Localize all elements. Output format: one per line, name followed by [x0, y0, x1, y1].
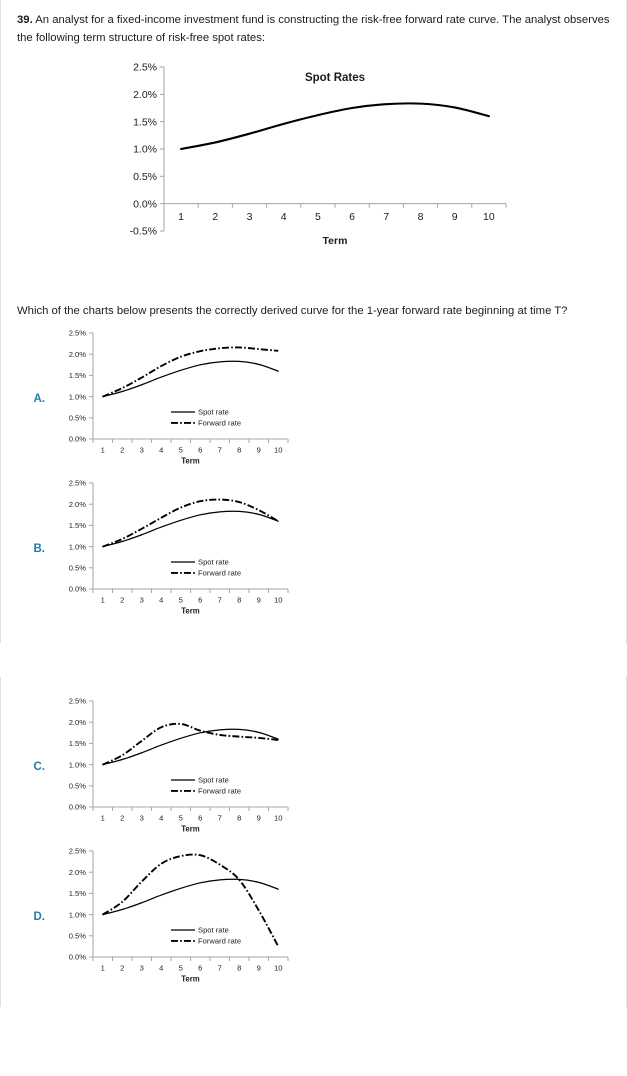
x-axis-tick-label: 4 [159, 963, 164, 973]
legend-forward-label: Forward rate [198, 418, 242, 428]
x-axis-tick-label: 9 [256, 595, 261, 605]
spot-rate-curve [103, 361, 279, 396]
legend-forward-label: Forward rate [198, 568, 242, 578]
x-axis-tick-label: 6 [198, 963, 203, 973]
x-axis-tick-label: 6 [198, 813, 203, 823]
y-axis-tick-label: 0.0% [68, 952, 86, 962]
x-axis-tick-label: 8 [237, 813, 242, 823]
x-axis-tick-label: 8 [237, 595, 242, 605]
y-axis-tick-label: 0.0% [68, 584, 86, 594]
option-a-svg [51, 325, 296, 473]
y-axis-tick-label: 2.0% [68, 717, 86, 727]
x-axis-tick-label: 7 [217, 963, 222, 973]
x-axis-tick-label: 7 [217, 445, 222, 455]
x-axis-tick-label: 9 [451, 211, 458, 224]
y-axis-tick-label: 1.0% [68, 541, 86, 551]
x-axis-tick-label: 2 [120, 963, 125, 973]
option-b-svg [51, 475, 296, 623]
x-axis-tick-label: 7 [382, 211, 389, 224]
x-axis-tick-label: 5 [178, 813, 183, 823]
y-axis-tick-label: 2.0% [132, 89, 157, 102]
x-axis-tick-label: 10 [274, 595, 283, 605]
legend-spot-label: Spot rate [198, 775, 229, 785]
x-axis-tick-label: 6 [198, 445, 203, 455]
y-axis-tick-label: 0.5% [132, 171, 157, 184]
chart-title: Spot Rates [304, 72, 365, 84]
y-axis-tick-label: 0.5% [68, 930, 86, 940]
y-axis-tick-label: 1.5% [68, 370, 86, 380]
x-axis-tick-label: 4 [159, 595, 164, 605]
y-axis-tick-label: 2.0% [68, 349, 86, 359]
x-axis-tick-label: 4 [159, 445, 164, 455]
x-axis-title: Term [181, 824, 200, 834]
y-axis-tick-label: 2.5% [68, 328, 86, 338]
page-break-gap [0, 643, 627, 677]
option-row-d[interactable] [17, 843, 610, 991]
option-letter-c: C. [33, 760, 45, 773]
spot-rates-main-svg [114, 57, 514, 289]
x-axis-tick-label: 5 [178, 963, 183, 973]
x-axis-tick-label: 5 [178, 445, 183, 455]
x-axis-tick-label: 3 [139, 813, 144, 823]
x-axis-tick-label: 2 [211, 211, 218, 224]
x-axis-tick-label: 7 [217, 595, 222, 605]
option-c-svg [51, 693, 296, 841]
option-c-chart [51, 693, 296, 841]
spot-rate-curve [181, 103, 489, 149]
y-axis-tick-label: 1.5% [132, 116, 157, 129]
y-axis-tick-label: 2.5% [132, 61, 157, 74]
x-axis-tick-label: 10 [482, 211, 495, 224]
x-axis-tick-label: 9 [256, 963, 261, 973]
y-axis-tick-label: 1.5% [68, 738, 86, 748]
x-axis-tick-label: 2 [120, 445, 125, 455]
y-axis-tick-label: 2.0% [68, 499, 86, 509]
option-row-c[interactable] [17, 693, 610, 841]
x-axis-tick-label: 4 [159, 813, 164, 823]
spot-rates-chart [114, 57, 514, 289]
x-axis-tick-label: 10 [274, 963, 283, 973]
option-d-svg [51, 843, 296, 991]
x-axis-tick-label: 8 [237, 963, 242, 973]
y-axis-tick-label: 1.0% [132, 143, 157, 156]
x-axis-tick-label: 1 [100, 595, 105, 605]
x-axis-tick-label: 3 [139, 595, 144, 605]
x-axis-tick-label: 1 [100, 813, 105, 823]
x-axis-tick-label: 5 [314, 211, 321, 224]
x-axis-tick-label: 10 [274, 445, 283, 455]
y-axis-tick-label: 0.5% [68, 412, 86, 422]
y-axis-tick-label: 0.5% [68, 562, 86, 572]
y-axis-tick-label: 0.0% [68, 434, 86, 444]
question-body: An analyst for a fixed-income investment fund is constructing the risk-free forward rate curve. The analyst observes the following term structure of risk-free spot rates: [17, 14, 610, 44]
x-axis-tick-label: 2 [120, 595, 125, 605]
spot-rate-curve [103, 511, 279, 546]
y-axis-tick-label: 1.0% [68, 759, 86, 769]
y-axis-tick-label: 1.5% [68, 888, 86, 898]
x-axis-tick-label: 9 [256, 445, 261, 455]
y-axis-tick-label: 0.0% [132, 198, 157, 211]
legend-forward-label: Forward rate [198, 786, 242, 796]
legend-spot-label: Spot rate [198, 407, 229, 417]
option-row-a[interactable] [17, 325, 610, 473]
option-b-chart [51, 475, 296, 623]
y-axis-tick-label: 0.0% [68, 802, 86, 812]
forward-rate-curve [103, 854, 279, 946]
question-prompt: Which of the charts below presents the correctly derived curve for the 1-year forward rate beginning at time T? [17, 305, 568, 317]
x-axis-title: Term [181, 974, 200, 984]
y-axis-tick-label: 2.5% [68, 478, 86, 488]
x-axis-tick-label: 9 [256, 813, 261, 823]
x-axis-tick-label: 3 [139, 445, 144, 455]
spot-rates-chart-container [17, 57, 610, 289]
option-letter-d: D. [33, 910, 45, 923]
x-axis-tick-label: 4 [280, 211, 287, 224]
y-axis-tick-label: -0.5% [129, 225, 157, 238]
x-axis-tick-label: 10 [274, 813, 283, 823]
legend-spot-label: Spot rate [198, 557, 229, 567]
x-axis-tick-label: 2 [120, 813, 125, 823]
y-axis-tick-label: 1.5% [68, 520, 86, 530]
x-axis-tick-label: 1 [177, 211, 184, 224]
x-axis-tick-label: 6 [198, 595, 203, 605]
legend-spot-label: Spot rate [198, 925, 229, 935]
x-axis-tick-label: 8 [237, 445, 242, 455]
y-axis-tick-label: 1.0% [68, 391, 86, 401]
option-a-chart [51, 325, 296, 473]
y-axis-tick-label: 1.0% [68, 909, 86, 919]
content-panel-bottom [0, 677, 627, 1007]
option-d-chart [51, 843, 296, 991]
x-axis-tick-label: 3 [246, 211, 252, 224]
option-letter-b: B. [33, 542, 45, 555]
option-row-b[interactable] [17, 475, 610, 623]
x-axis-tick-label: 3 [139, 963, 144, 973]
x-axis-tick-label: 8 [417, 211, 423, 224]
x-axis-tick-label: 6 [348, 211, 355, 224]
legend-forward-label: Forward rate [198, 936, 242, 946]
y-axis-tick-label: 2.0% [68, 867, 86, 877]
y-axis-tick-label: 2.5% [68, 846, 86, 856]
x-axis-title: Term [181, 456, 200, 466]
x-axis-tick-label: 1 [100, 963, 105, 973]
x-axis-tick-label: 7 [217, 813, 222, 823]
y-axis-tick-label: 2.5% [68, 696, 86, 706]
x-axis-tick-label: 5 [178, 595, 183, 605]
forward-rate-curve [103, 723, 279, 764]
y-axis-tick-label: 0.5% [68, 780, 86, 790]
question-stem [17, 12, 610, 47]
option-letter-a: A. [33, 392, 45, 405]
x-axis-tick-label: 1 [100, 445, 105, 455]
x-axis-title: Term [181, 606, 200, 616]
spot-rate-curve [103, 729, 279, 764]
x-axis-title: Term [322, 235, 347, 248]
question-number: 39. [17, 14, 33, 26]
